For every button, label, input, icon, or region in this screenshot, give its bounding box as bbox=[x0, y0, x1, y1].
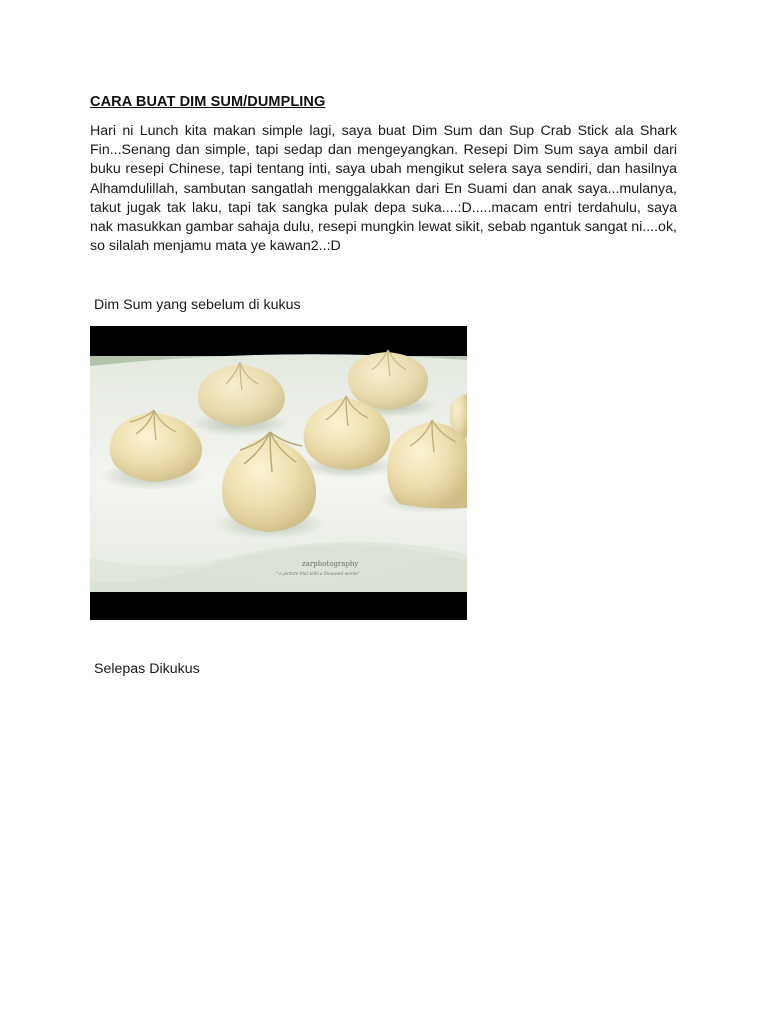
intro-paragraph: Hari ni Lunch kita makan simple lagi, saya buat Dim Sum dan Sup Crab Stick ala Shark Fin...Senang dan simple, tapi sedap dan mengeyangkan. Resepi Dim Sum saya ambil dari buku resepi Chinese, tapi tentang inti, saya ubah mengikut selera saya sendiri, dan hasilnya Alhamdulillah, sambutan sangatlah menggalakkan dari En Suami dan anak saya...mulanya, takut jugak tak laku, tapi tak sangka pulak depa suka....:D.....macam entri terdahulu, saya nak masukkan gambar sahaja dulu, resepi mungkin lewat sikit, sebab ngantuk sangat ni....ok, so silalah menjamu mata ye kawan2..:D bbox=[90, 123, 677, 255]
dumpling-photo bbox=[90, 326, 467, 620]
photo-watermark-tagline: " a picture that tells a thousand words" bbox=[276, 571, 360, 576]
photo-watermark: zarphotography bbox=[302, 560, 359, 568]
caption-before-steaming: Dim Sum yang sebelum di kukus bbox=[94, 297, 301, 313]
document-title: CARA BUAT DIM SUM/DUMPLING bbox=[90, 94, 326, 110]
caption-after-steaming: Selepas Dikukus bbox=[94, 661, 200, 677]
